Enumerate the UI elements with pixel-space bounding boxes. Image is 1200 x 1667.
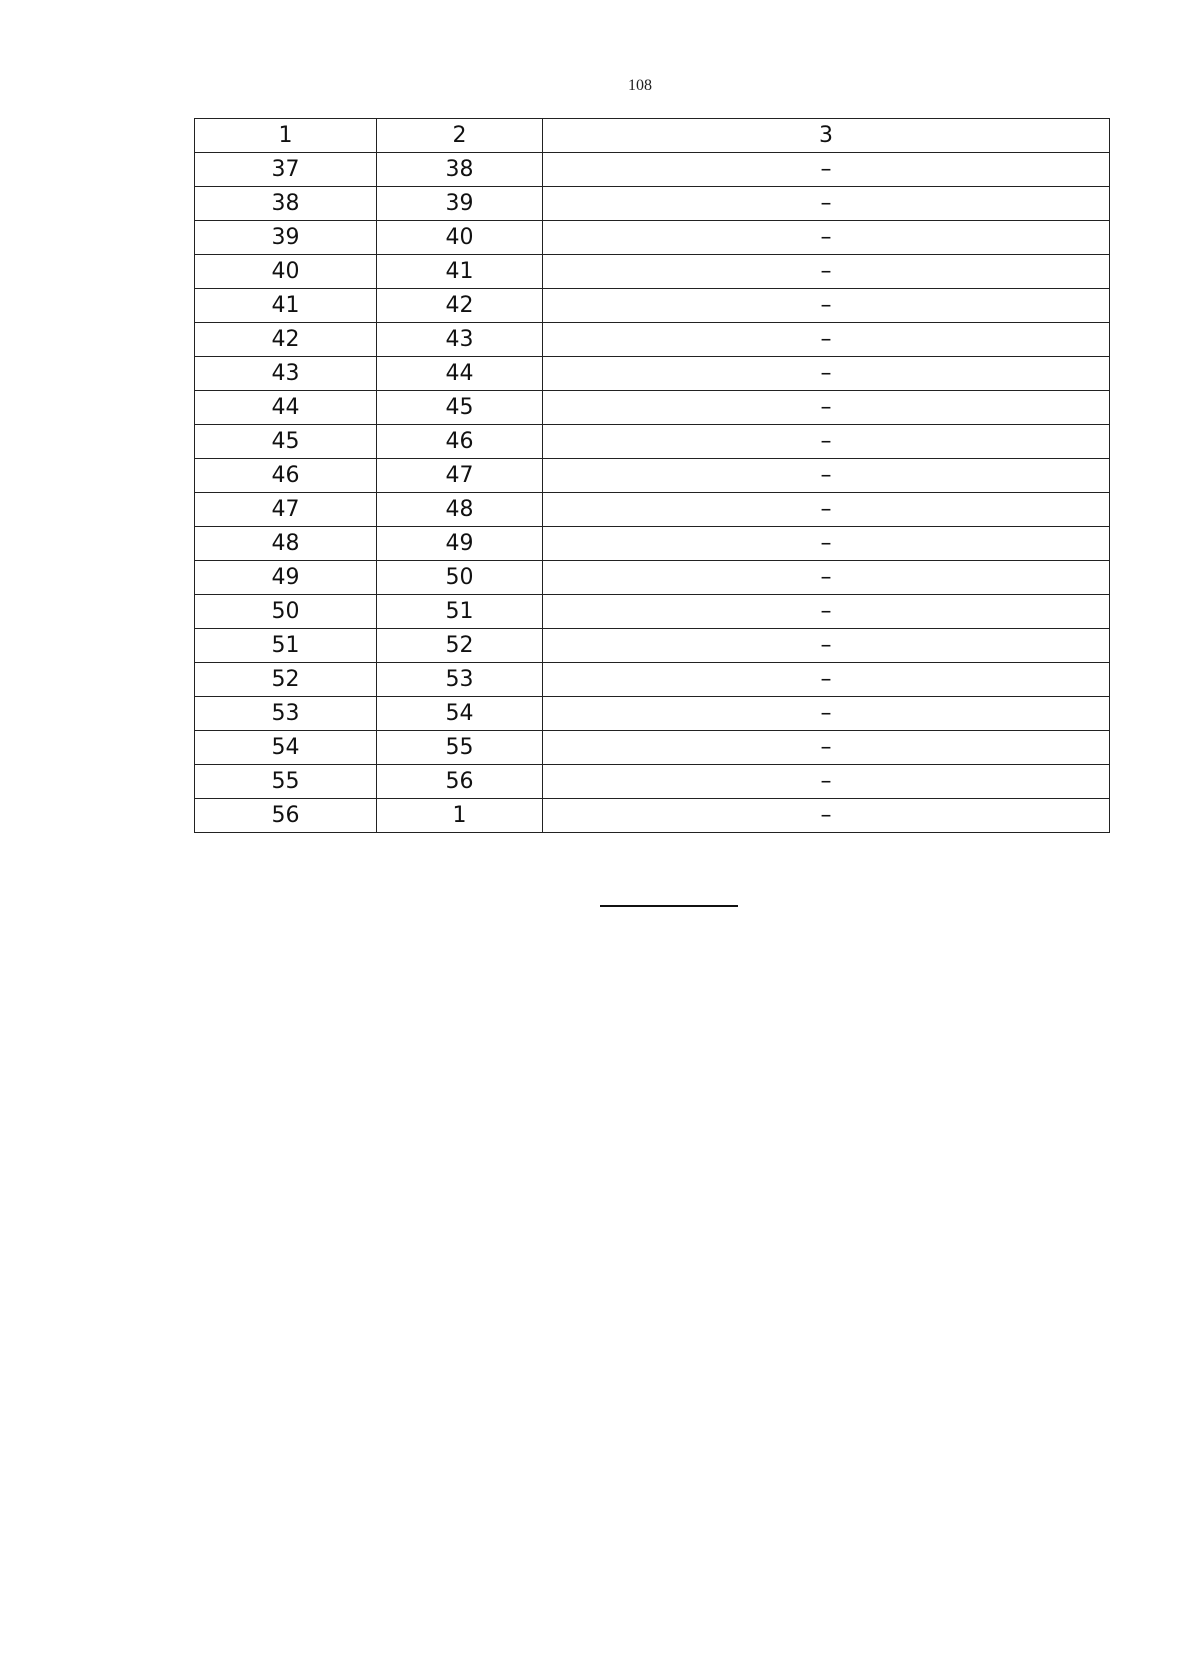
table-cell-col-2: 52	[377, 629, 543, 663]
table-cell-col-1: 39	[195, 221, 377, 255]
table-cell-col-1: 38	[195, 187, 377, 221]
table-row	[195, 799, 1110, 833]
table-cell-col-1: 47	[195, 493, 377, 527]
table-cell-col-2: 43	[377, 323, 543, 357]
table-cell-col-3: –	[543, 561, 1110, 595]
table-cell-col-2: 45	[377, 391, 543, 425]
table-header	[195, 119, 1110, 153]
table-header-row	[195, 119, 1110, 153]
table-cell-col-1: 50	[195, 595, 377, 629]
table-row	[195, 629, 1110, 663]
table-cell-col-1: 54	[195, 731, 377, 765]
table-cell-col-3: –	[543, 459, 1110, 493]
table-row	[195, 731, 1110, 765]
table-cell-col-1: 55	[195, 765, 377, 799]
table-cell-col-3: –	[543, 391, 1110, 425]
table-cell-col-1: 45	[195, 425, 377, 459]
table-cell-col-1: 51	[195, 629, 377, 663]
table-cell-col-2: 46	[377, 425, 543, 459]
table-cell-col-2: 38	[377, 153, 543, 187]
table-cell-col-1: 48	[195, 527, 377, 561]
table-row	[195, 153, 1110, 187]
table-cell-col-3: –	[543, 493, 1110, 527]
table-row	[195, 663, 1110, 697]
table-cell-col-3: –	[543, 799, 1110, 833]
table-cell-col-1: 42	[195, 323, 377, 357]
table-cell-col-2: 1	[377, 799, 543, 833]
table-cell-col-3: –	[543, 663, 1110, 697]
table-row	[195, 595, 1110, 629]
table-row	[195, 289, 1110, 323]
table-row	[195, 221, 1110, 255]
table-row	[195, 323, 1110, 357]
end-rule	[600, 905, 738, 907]
table-row	[195, 765, 1110, 799]
table-row	[195, 357, 1110, 391]
table-row	[195, 459, 1110, 493]
table-row	[195, 697, 1110, 731]
table-body	[195, 153, 1110, 833]
table-cell-col-3: –	[543, 153, 1110, 187]
table-cell-col-3: –	[543, 425, 1110, 459]
table-cell-col-1: 52	[195, 663, 377, 697]
column-header-3: 3	[543, 119, 1110, 153]
page-number: 108	[628, 77, 652, 94]
table-cell-col-3: –	[543, 187, 1110, 221]
table-cell-col-3: –	[543, 629, 1110, 663]
table-cell-col-2: 39	[377, 187, 543, 221]
column-header-2: 2	[377, 119, 543, 153]
data-table	[194, 118, 1110, 833]
table-cell-col-2: 41	[377, 255, 543, 289]
table-cell-col-2: 55	[377, 731, 543, 765]
table-row	[195, 561, 1110, 595]
table-cell-col-1: 49	[195, 561, 377, 595]
table-cell-col-2: 54	[377, 697, 543, 731]
table-cell-col-3: –	[543, 527, 1110, 561]
table-row	[195, 255, 1110, 289]
table-cell-col-1: 53	[195, 697, 377, 731]
table-cell-col-2: 53	[377, 663, 543, 697]
table-cell-col-2: 56	[377, 765, 543, 799]
table-cell-col-3: –	[543, 323, 1110, 357]
table-cell-col-2: 51	[377, 595, 543, 629]
table-cell-col-1: 43	[195, 357, 377, 391]
table-cell-col-3: –	[543, 697, 1110, 731]
table-cell-col-2: 49	[377, 527, 543, 561]
table-cell-col-1: 56	[195, 799, 377, 833]
table-cell-col-2: 47	[377, 459, 543, 493]
table-cell-col-1: 40	[195, 255, 377, 289]
table-row	[195, 425, 1110, 459]
table-cell-col-3: –	[543, 289, 1110, 323]
table-cell-col-1: 41	[195, 289, 377, 323]
table-cell-col-2: 48	[377, 493, 543, 527]
column-header-1: 1	[195, 119, 377, 153]
table-cell-col-2: 42	[377, 289, 543, 323]
table-row	[195, 493, 1110, 527]
table-cell-col-3: –	[543, 221, 1110, 255]
table-cell-col-2: 44	[377, 357, 543, 391]
table-cell-col-2: 50	[377, 561, 543, 595]
table-cell-col-1: 37	[195, 153, 377, 187]
table-row	[195, 391, 1110, 425]
table-cell-col-3: –	[543, 595, 1110, 629]
table-cell-col-1: 46	[195, 459, 377, 493]
table-row	[195, 527, 1110, 561]
table-row	[195, 187, 1110, 221]
table-cell-col-3: –	[543, 731, 1110, 765]
table-cell-col-3: –	[543, 255, 1110, 289]
table-cell-col-3: –	[543, 357, 1110, 391]
table-cell-col-2: 40	[377, 221, 543, 255]
table-cell-col-3: –	[543, 765, 1110, 799]
table-cell-col-1: 44	[195, 391, 377, 425]
